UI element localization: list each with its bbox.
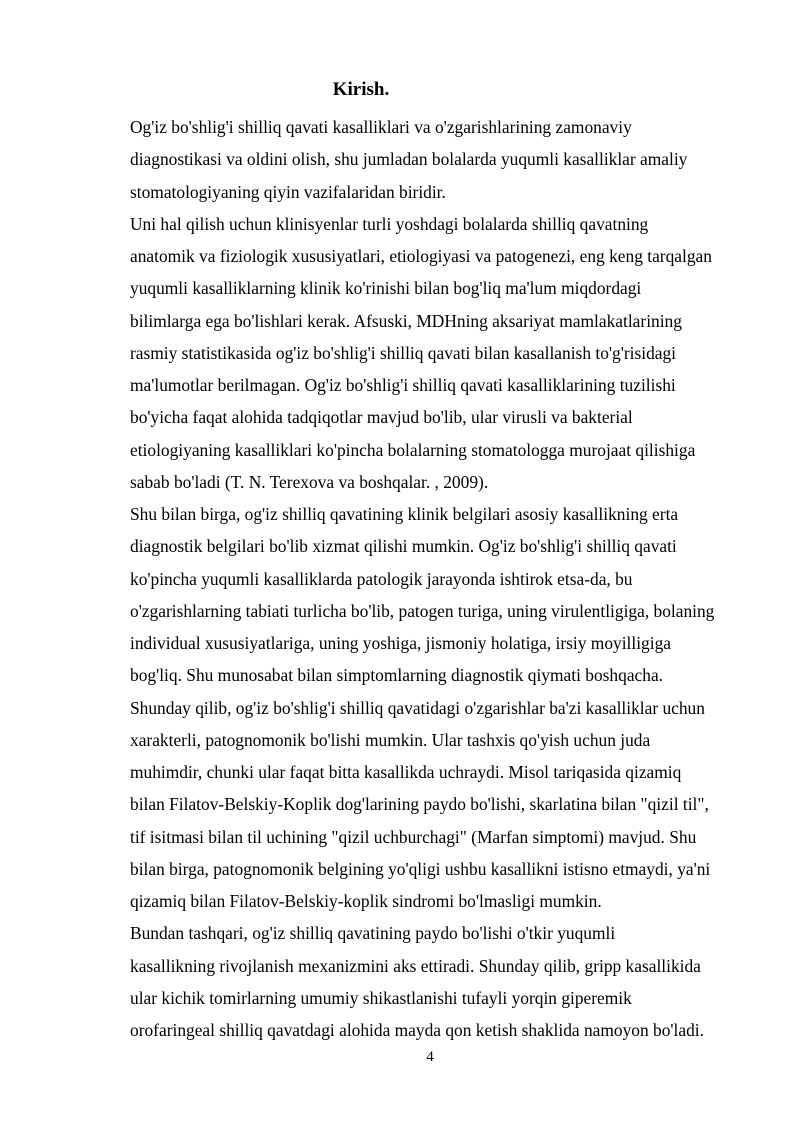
text-line: Og'iz bo'shlig'i shilliq qavati kasalliklari va o'zgarishlarining zamonaviy (130, 117, 632, 137)
paragraph-3 (90, 498, 722, 917)
text-line: kasallikning rivojlanish mexanizmini aks ettiradi. Shunday qilib, gripp kasallikida (130, 955, 701, 976)
text-line: orofaringeal shilliq qavatdagi alohida mayda qon ketish shaklida namoyon bo'ladi. (130, 1020, 704, 1040)
document-body (90, 111, 722, 1046)
text-line: ko'pincha yuqumli kasalliklarda patologik jarayonda ishtirok etsa-da, bu (130, 568, 633, 589)
document-title: Kirish. (332, 79, 390, 100)
text-line: xarakterli, patognomonik bo'lishi mumkin. Ular tashxis qo'yish uchun juda (130, 729, 651, 750)
text-line: stomatologiyaning qiyin vazifalaridan biridir. (130, 181, 446, 202)
paragraph-2 (90, 208, 722, 498)
text-line: Shu bilan birga, og'iz shilliq qavatining klinik belgilari asosiy kasallikning erta (130, 504, 679, 524)
text-line: ular kichik tomirlarning umumiy shikastlanishi tufayli yorqin giperemik (130, 987, 632, 1008)
text-line: Bundan tashqari, og'iz shilliq qavatining paydo bo'lishi o'tkir yuqumli (130, 923, 616, 944)
text-line: bilan Filatov-Belskiy-Koplik dog'larining paydo bo'lishi, skarlatina bilan "qizil til", (130, 794, 709, 815)
paragraph-4 (90, 917, 722, 1046)
text-line: qizamiq bilan Filatov-Belskiy-koplik sindromi bo'lmasligi mumkin. (130, 891, 602, 911)
text-line: tif isitmasi bilan til uchining "qizil uchburchagi" (Marfan simptomi) mavjud. Shu (130, 826, 697, 847)
text-line: individual xususiyatlariga, uning yoshiga, jismoniy holatiga, irsiy moyilligiga (130, 633, 671, 653)
text-line: sabab bo'ladi (T. N. Terexova va boshqalar. , 2009). (130, 471, 489, 492)
text-line: yuqumli kasalliklarning klinik ko'rinishi bilan bog'liq ma'lum miqdordagi (130, 278, 642, 299)
text-line: bo'yicha faqat alohida tadqiqotlar mavjud bo'lib, ular virusli va bakterial (130, 407, 633, 428)
text-line: rasmiy statistikasida og'iz bo'shlig'i shilliq qavati bilan kasallanish to'g'risidagi (130, 342, 677, 363)
text-line: anatomik va fiziologik xususiyatlari, etiologiyasi va patogenezi, eng keng tarqalgan (130, 246, 712, 266)
page-number: 4 (426, 1049, 434, 1065)
text-line: etiologiyaning kasalliklari ko'pincha bolalarning stomatologga murojaat qilishiga (130, 439, 696, 460)
text-line: diagnostik belgilari bo'lib xizmat qilishi mumkin. Og'iz bo'shlig'i shilliq qavati (130, 536, 677, 557)
text-line: bog'liq. Shu munosabat bilan simptomlarning diagnostik qiymati boshqacha. (130, 665, 664, 686)
text-line: bilan birga, patognomonik belgining yo'qligi ushbu kasallikni istisno etmaydi, ya'ni (130, 858, 711, 879)
paragraph-1 (90, 111, 722, 208)
text-line: o'zgarishlarning tabiati turlicha bo'lib, patogen turiga, uning virulentligiga, bolaning (130, 600, 715, 621)
text-line: Uni hal qilish uchun klinisyenlar turli yoshdagi bolalarda shilliq qavatning (130, 213, 649, 234)
text-line: bilimlarga ega bo'lishlari kerak. Afsuski, MDHning aksariyat mamlakatlarining (130, 310, 682, 331)
text-line: diagnostikasi va oldini olish, shu jumladan bolalarda yuqumli kasalliklar amaliy (130, 149, 688, 170)
text-line: ma'lumotlar berilmagan. Og'iz bo'shlig'i shilliq qavati kasalliklarining tuzilishi (130, 375, 676, 395)
text-line: Shunday qilib, og'iz bo'shlig'i shilliq qavatidagi o'zgarishlar ba'zi kasalliklar uchun (130, 697, 705, 718)
text-line: muhimdir, chunki ular faqat bitta kasallikda uchraydi. Misol tariqasida qizamiq (130, 762, 682, 782)
